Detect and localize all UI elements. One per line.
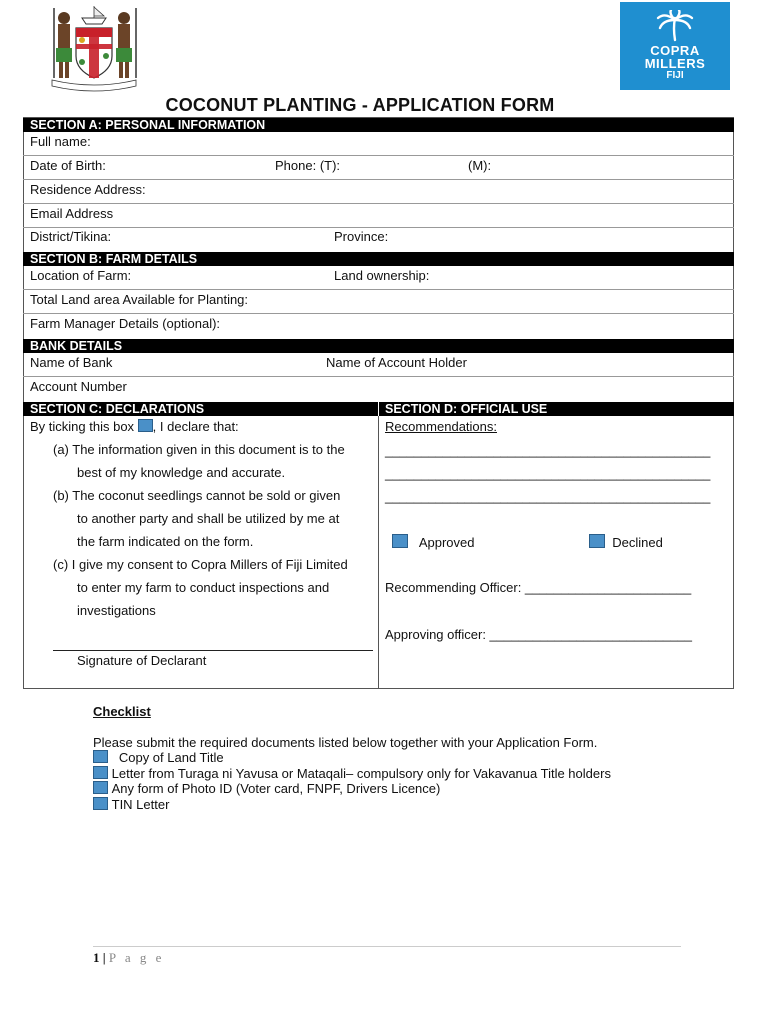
column-divider bbox=[378, 416, 379, 688]
declined-option[interactable] bbox=[589, 534, 663, 550]
account-number-label: Account Number bbox=[30, 379, 127, 394]
section-a-heading: SECTION A: PERSONAL INFORMATION bbox=[23, 118, 734, 132]
declaration-intro bbox=[30, 419, 239, 434]
signature-label: Signature of Declarant bbox=[77, 653, 207, 668]
checklist-checkbox[interactable] bbox=[93, 750, 108, 763]
declaration-line-a2: best of my knowledge and accurate. bbox=[77, 465, 286, 480]
declaration-line-b1: (b) The coconut seedlings cannot be sold or given bbox=[53, 488, 341, 503]
location-label: Location of Farm: bbox=[30, 268, 132, 283]
approved-option[interactable] bbox=[392, 534, 475, 550]
declaration-line-b2: to another party and shall be utilized by me at bbox=[77, 511, 340, 526]
declaration-line-b3: the farm indicated on the form. bbox=[77, 534, 254, 549]
signature-line[interactable] bbox=[53, 650, 373, 651]
form-title: COCONUT PLANTING - APPLICATION FORM bbox=[165, 95, 555, 115]
logo-line1: COPRA bbox=[650, 43, 700, 58]
page-word: P a g e bbox=[108, 950, 165, 965]
declaration-intro-after: , I declare that: bbox=[152, 419, 239, 434]
declined-checkbox[interactable] bbox=[589, 534, 605, 548]
email-label: Email Address bbox=[30, 206, 114, 221]
checklist-item[interactable] bbox=[93, 750, 224, 765]
approving-officer[interactable]: Approving officer: ____________________________ bbox=[385, 627, 692, 642]
recommendation-line-2[interactable]: _____________________________________________ bbox=[385, 466, 711, 481]
declaration-line-c3: investigations bbox=[77, 603, 156, 618]
residence-row[interactable] bbox=[23, 180, 734, 204]
phone-m-label: (M): bbox=[468, 158, 492, 173]
bank-row[interactable] bbox=[23, 353, 734, 377]
full-name-label: Full name: bbox=[30, 134, 91, 149]
land-area-row[interactable] bbox=[23, 290, 734, 314]
phone-t-label: Phone: (T): bbox=[275, 158, 341, 173]
checklist-item[interactable] bbox=[93, 766, 611, 781]
checklist-checkbox[interactable] bbox=[93, 781, 108, 794]
checklist-item-label: Copy of Land Title bbox=[118, 750, 224, 765]
recommendation-line-1[interactable]: _____________________________________________ bbox=[385, 443, 711, 458]
footer-divider bbox=[93, 946, 681, 947]
logo-line3: FIJI bbox=[666, 70, 684, 81]
district-row[interactable] bbox=[23, 228, 734, 251]
location-row[interactable] bbox=[23, 266, 734, 290]
checklist-checkbox[interactable] bbox=[93, 766, 108, 779]
manager-row[interactable] bbox=[23, 314, 734, 338]
recommendation-line-3[interactable]: _____________________________________________ bbox=[385, 489, 711, 504]
full-name-row[interactable] bbox=[23, 132, 734, 156]
checklist-intro: Please submit the required documents listed below together with your Application Form. bbox=[93, 735, 598, 750]
recommending-officer[interactable]: Recommending Officer: _______________________ bbox=[385, 580, 692, 595]
checklist-heading: Checklist bbox=[93, 704, 151, 719]
residence-label: Residence Address: bbox=[30, 182, 146, 197]
section-b-heading: SECTION B: FARM DETAILS bbox=[23, 252, 734, 266]
province-label: Province: bbox=[334, 229, 389, 244]
approved-checkbox[interactable] bbox=[392, 534, 408, 548]
checklist-item-label: Any form of Photo ID (Voter card, FNPF, Drivers Licence) bbox=[111, 781, 441, 796]
ownership-label: Land ownership: bbox=[334, 268, 430, 283]
approved-label: Approved bbox=[418, 535, 475, 550]
bank-name-label: Name of Bank bbox=[30, 355, 113, 370]
page-number-value: 1 bbox=[93, 950, 100, 965]
section-d-heading: SECTION D: OFFICIAL USE bbox=[378, 402, 547, 416]
checklist-item-label: TIN Letter bbox=[111, 797, 170, 812]
logo-line2: MILLERS bbox=[644, 56, 706, 71]
declaration-checkbox[interactable] bbox=[138, 419, 153, 432]
page-separator: | bbox=[102, 950, 106, 965]
palm-icon bbox=[655, 10, 695, 44]
recommendations-label: Recommendations: bbox=[385, 419, 497, 434]
checklist-checkbox[interactable] bbox=[93, 797, 108, 810]
declined-label: Declined bbox=[612, 535, 663, 550]
bank-heading: BANK DETAILS bbox=[23, 339, 734, 353]
section-c-heading: SECTION C: DECLARATIONS bbox=[23, 402, 734, 416]
dob-label: Date of Birth: bbox=[30, 158, 106, 173]
district-label: District/Tikina: bbox=[30, 229, 112, 244]
declaration-line-c1: (c) I give my consent to Copra Millers of Fiji Limited bbox=[53, 557, 348, 572]
account-number-row[interactable] bbox=[23, 377, 734, 401]
checklist-item-label: Letter from Turaga ni Yavusa or Mataqali– compulsory only for Vakavanua Title holders bbox=[111, 766, 611, 781]
dob-phone-row[interactable] bbox=[23, 156, 734, 180]
coat-of-arms bbox=[44, 4, 144, 92]
declaration-line-c2: to enter my farm to conduct inspections and bbox=[77, 580, 330, 595]
checklist-item[interactable] bbox=[93, 797, 169, 812]
manager-label: Farm Manager Details (optional): bbox=[30, 316, 221, 331]
email-row[interactable] bbox=[23, 204, 734, 228]
checklist-item[interactable] bbox=[93, 781, 440, 796]
account-holder-label: Name of Account Holder bbox=[326, 355, 467, 370]
land-area-label: Total Land area Available for Planting: bbox=[30, 292, 249, 307]
page-number bbox=[93, 950, 164, 966]
declaration-intro-before: By ticking this box bbox=[30, 419, 135, 434]
declaration-line-a1: (a) The information given in this document is to the bbox=[53, 442, 345, 457]
copra-millers-logo bbox=[620, 2, 730, 90]
